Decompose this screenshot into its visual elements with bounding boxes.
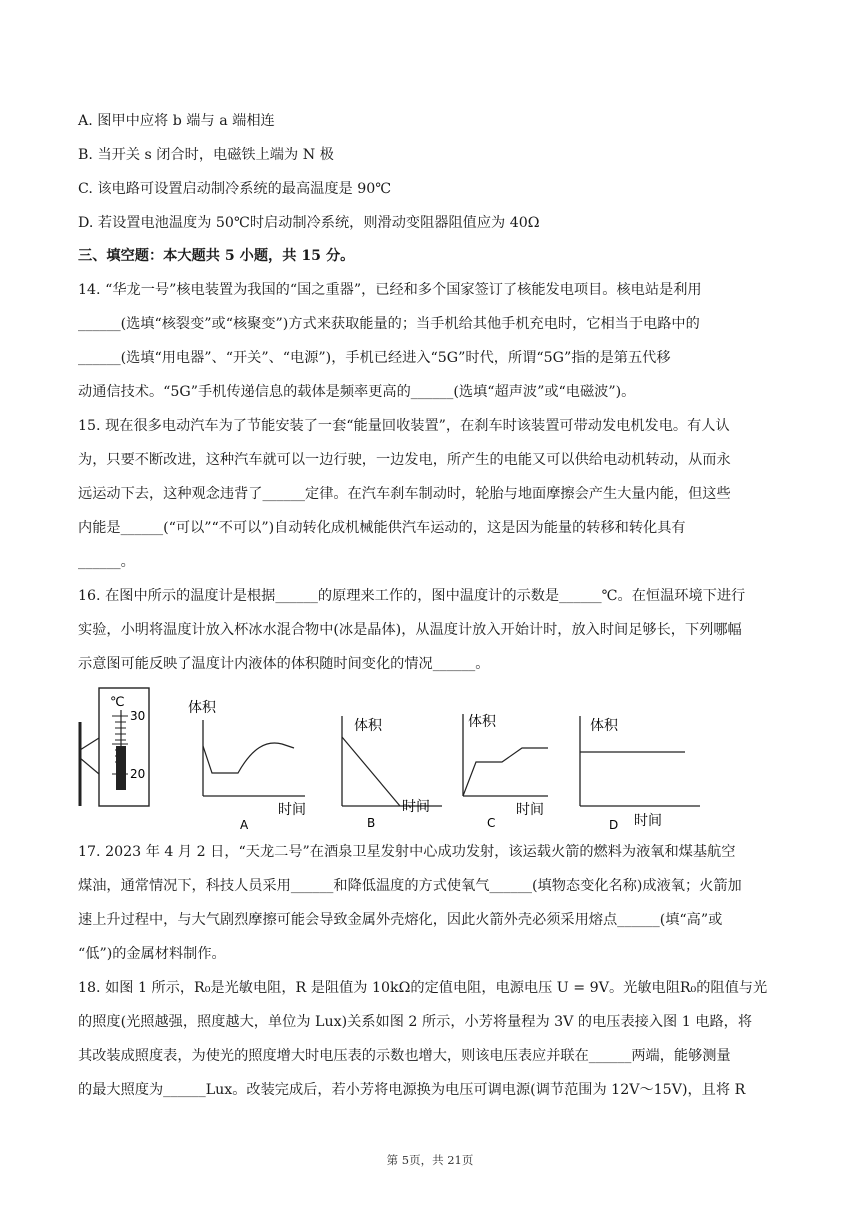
q18-line-1: 18. 如图 1 所示，R₀是光敏电阻，R 是阻值为 10kΩ的定值电阻，电源电压 U = 9V。光敏电阻R₀的阻值与光 xyxy=(78,980,768,996)
thermometer-tick-20: 20 xyxy=(130,767,146,781)
q14-line-1: 14. “华龙一号”核电装置为我国的“国之重器”，已经和多个国家签订了核能发电项目。核电站是利用 xyxy=(78,282,702,298)
q15-line-5: ______。 xyxy=(78,554,135,570)
graph-a-xlabel: 时间 xyxy=(278,802,306,818)
graph-b-curve xyxy=(342,737,400,806)
graph-a-letter: A xyxy=(240,818,249,832)
graph-a-ylabel: 体积 xyxy=(188,700,216,716)
q14-line-3: ______(选填“用电器”、“开关”、“电源”)，手机已经进入“5G”时代，所谓“5G”指的是第五代移 xyxy=(78,350,671,366)
option-c: C. 该电路可设置启动制冷系统的最高温度是 90℃ xyxy=(78,181,392,197)
q16-line-1: 16. 在图中所示的温度计是根据______的原理来工作的，图中温度计的示数是______℃。在恒温环境下进行 xyxy=(78,588,746,604)
thermometer-tick-30: 30 xyxy=(130,709,146,723)
thermometer xyxy=(80,688,149,806)
q17-line-1: 17. 2023 年 4 月 2 日，“天龙二号”在酒泉卫星发射中心成功发射，该运载火箭的燃料为液氧和煤基航空 xyxy=(78,844,736,860)
q15-line-3: 远运动下去，这种观念违背了______定律。在汽车刹车制动时，轮胎与地面摩擦会产生大量内能，但这些 xyxy=(78,486,731,502)
q14-line-2: ______(选填“核裂变”或“核聚变”)方式来获取能量的；当手机给其他手机充电时，它相当于电路中的 xyxy=(78,316,700,332)
graph-c xyxy=(463,713,548,830)
option-b: B. 当开关 s 闭合时，电磁铁上端为 N 极 xyxy=(78,147,334,163)
option-d: D. 若设置电池温度为 50℃时启动制冷系统，则滑动变阻器阻值应为 40Ω xyxy=(78,215,540,231)
graph-c-curve xyxy=(463,748,548,796)
graph-c-xlabel: 时间 xyxy=(516,802,544,818)
graph-c-letter: C xyxy=(487,816,496,830)
q16-figure-svg xyxy=(70,680,790,835)
graph-d-letter: D xyxy=(609,818,619,832)
q15-line-1: 15. 现在很多电动汽车为了节能安装了一套“能量回收装置”，在刹车时该装置可带动发电机发电。有人认 xyxy=(78,418,730,434)
q17-line-2: 煤油，通常情况下，科技人员采用______和降低温度的方式使氧气______(填物态变化名称)成液氧；火箭加 xyxy=(78,878,742,894)
q16-line-2: 实验，小明将温度计放入杯冰水混合物中(冰是晶体)，从温度计放入开始计时，放入时间足够长，下列哪幅 xyxy=(78,622,742,638)
graph-a-curve xyxy=(203,743,294,773)
q18-line-3: 其改装成照度表，为使光的照度增大时电压表的示数也增大，则该电压表应并联在______两端，能够测量 xyxy=(78,1048,731,1064)
graph-a xyxy=(188,699,306,832)
q18-line-4: 的最大照度为______Lux。改装完成后，若小芳将电源换为电压可调电源(调节范围为 12V～15V)，且将 R xyxy=(78,1082,746,1098)
q14-line-4: 动通信技术。“5G”手机传递信息的载体是频率更高的______(选填“超声波”或“电磁波”)。 xyxy=(78,384,636,400)
graph-d-ylabel: 体积 xyxy=(590,718,618,734)
q17-line-3: 速上升过程中，与大气剧烈摩擦可能会导致金属外壳熔化，因此火箭外壳必须采用熔点______(填“高”或 xyxy=(78,912,723,928)
q16-figure xyxy=(70,680,790,835)
q15-line-4: 内能是______(“可以”“不可以”)自动转化成机械能供汽车运动的，这是因为能量的转移和转化具有 xyxy=(78,520,686,536)
q16-line-3: 示意图可能反映了温度计内液体的体积随时间变化的情况______。 xyxy=(78,656,490,672)
graph-c-ylabel: 体积 xyxy=(468,714,496,730)
thermometer-unit: ℃ xyxy=(110,695,125,710)
thermometer-liquid xyxy=(116,746,126,790)
q15-line-2: 为，只要不断改进，这种汽车就可以一边行驶，一边发电，所产生的电能又可以供给电动机转动，从而永 xyxy=(78,452,731,468)
graph-d xyxy=(580,716,700,832)
graph-d-xlabel: 时间 xyxy=(634,813,662,829)
page-footer: 第 5页，共 21页 xyxy=(386,1153,474,1167)
q17-line-4: “低”)的金属材料制作。 xyxy=(78,946,226,962)
q18-line-2: 的照度(光照越强，照度越大，单位为 Lux)关系如图 2 所示，小芳将量程为 3V 的电压表接入图 1 电路，将 xyxy=(78,1014,753,1030)
graph-b-xlabel: 时间 xyxy=(402,799,430,815)
option-a: A. 图甲中应将 b 端与 a 端相连 xyxy=(78,113,275,129)
graph-b-letter: B xyxy=(367,816,376,830)
section-heading: 三、填空题：本大题共 5 小题，共 15 分。 xyxy=(78,248,355,264)
graph-b-ylabel: 体积 xyxy=(354,718,382,734)
graph-b xyxy=(342,716,442,830)
